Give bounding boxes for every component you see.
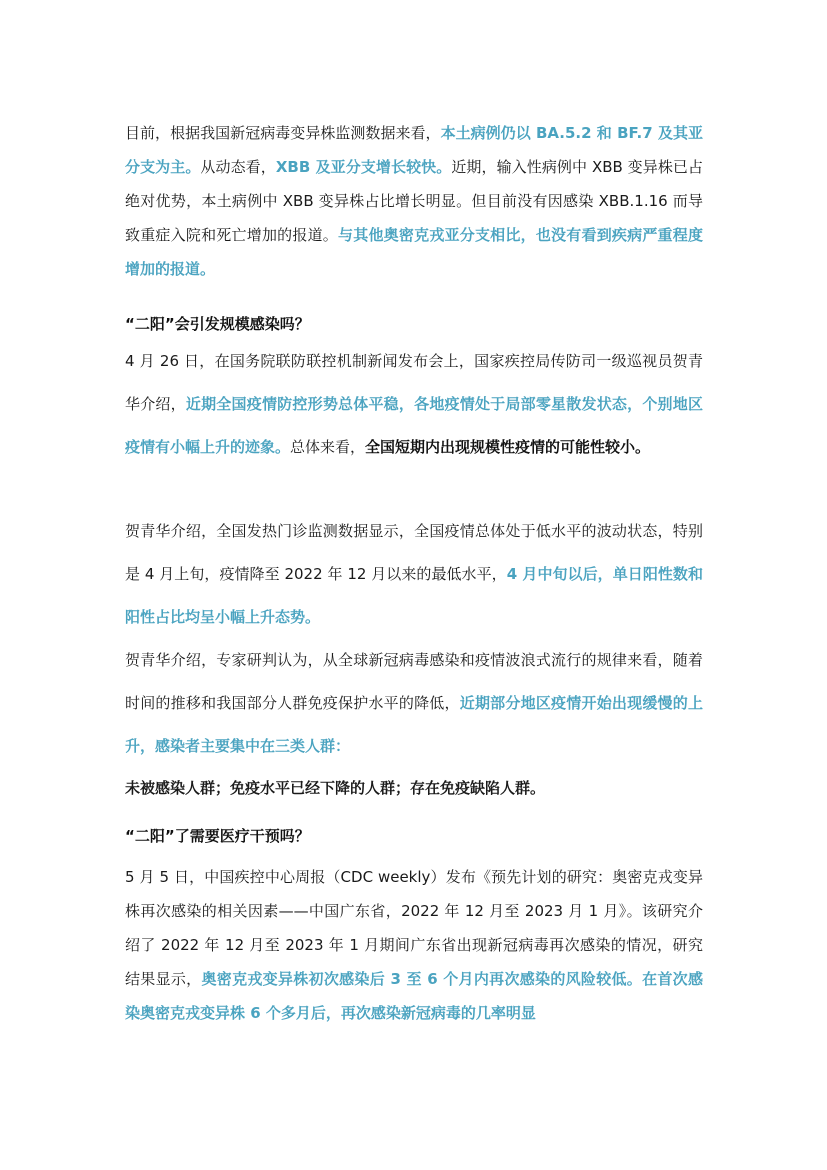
highlight-text: 奥密克戎变异株初次感染后 3 至 6 个月内再次感染的风险较低。在首次感染奥密克戎变异株 6 个多月后，再次感染新冠病毒的几率明显 [125,970,703,1022]
text-run: 从动态看， [200,158,276,176]
text-run: 5 月 5 日，中国疾控中心周报（CDC weekly）发布《预先计划的研究：奥密克戎变异株再次感染的相关因素——中国广东省，2022 年 12 月至 2023 月 1 月》。该研究介绍了 2022 年 12 月至 2023 年 1 月期间广东省出现新冠病毒再次感染的情况，研究结果显示， [125,868,703,988]
paragraph-three-groups: 未被感染人群；免疫水平已经下降的人群；存在免疫缺陷人群。 [125,779,546,797]
paragraph-expert-assessment [125,639,703,768]
paragraph-fever-clinic-data [125,510,703,639]
paragraph-variant-monitoring [125,116,703,286]
paragraph-press-conference [125,340,703,469]
paragraph-cdc-weekly-study [125,860,703,1030]
highlight-text: 本土病例仍以 BA.5.2 和 BF.7 及其亚分支为主。 [125,124,703,176]
highlight-text: 近期全国疫情防控形势总体平稳，各地疫情处于局部零星散发状态，个别地区疫情有小幅上升的迹象。 [125,395,703,456]
text-run: 4 月 26 日，在国务院联防联控机制新闻发布会上，国家疾控局传防司一级巡视员贺青华介绍， [125,352,703,413]
highlight-text: 与其他奥密克戎亚分支相比，也没有看到疾病严重程度增加的报道。 [125,226,703,278]
highlight-text: XBB 及亚分支增长较快。 [275,158,452,176]
text-run: 近期，输入性病例中 XBB 变异株已占绝对优势，本土病例中 XBB 变异株占比增长明显。但目前没有因感染 XBB.1.16 而导致重症入院和死亡增加的报道。 [125,158,703,244]
bold-text: 全国短期内出现规模性疫情的可能性较小。 [365,438,651,456]
highlight-text: 近期部分地区疫情开始出现缓慢的上升，感染者主要集中在三类人群： [125,694,703,755]
text-run: 贺青华介绍，专家研判认为，从全球新冠病毒感染和疫情波浪式流行的规律来看，随着时间的推移和我国部分人群免疫保护水平的降低， [125,651,703,712]
section-heading-scale-infection: “二阳”会引发规模感染吗？ [125,315,310,333]
text-run: 目前，根据我国新冠病毒变异株监测数据来看， [125,124,441,142]
section-heading-medical-intervention: “二阳”了需要医疗干预吗？ [125,827,310,845]
text-run: 总体来看， [290,438,366,456]
highlight-text: 4 月中旬以后，单日阳性数和阳性占比均呈小幅上升态势。 [125,565,703,626]
text-run: 贺青华介绍，全国发热门诊监测数据显示，全国疫情总体处于低水平的波动状态，特别是 4 月上旬，疫情降至 2022 年 12 月以来的最低水平， [125,522,703,583]
